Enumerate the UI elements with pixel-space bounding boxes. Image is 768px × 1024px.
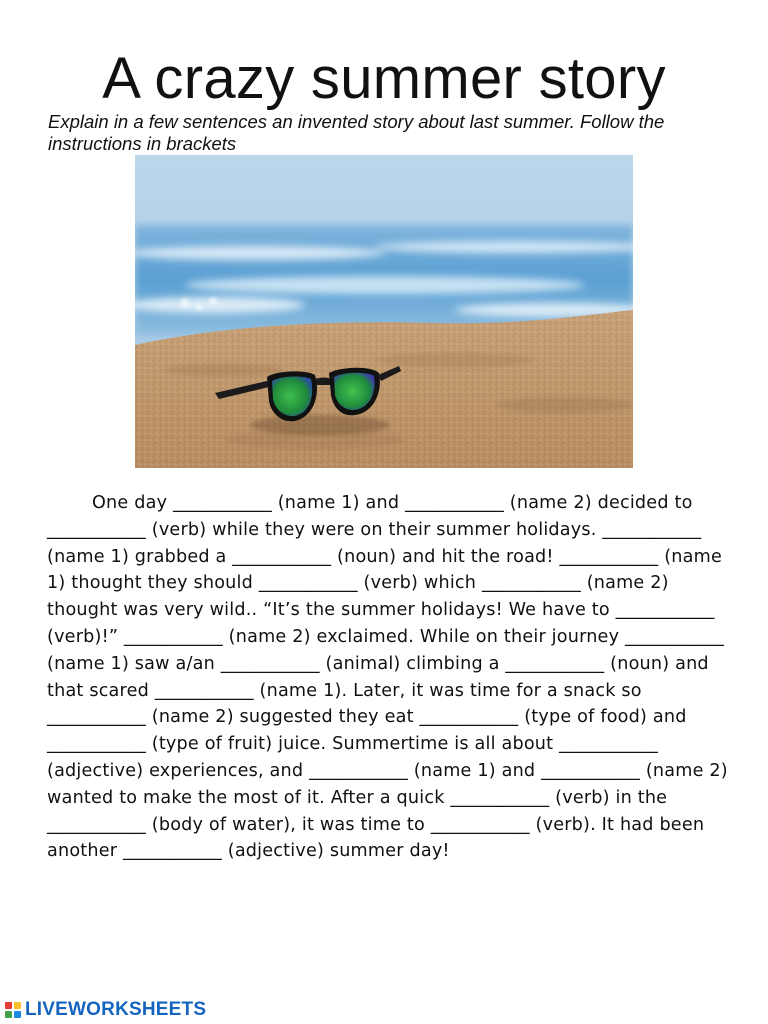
liveworksheets-logo-icon <box>4 1001 22 1019</box>
footer-brand <box>4 998 206 1022</box>
story-passage <box>47 490 737 865</box>
footer-brand-text: LIVEWORKSHEETS <box>25 999 207 1020</box>
beach-sunglasses-image <box>135 155 633 468</box>
page-title: A crazy summer story <box>102 46 666 111</box>
instructions-text: Explain in a few sentences an invented story about last summer. Follow the instructions in brackets <box>48 111 665 154</box>
story-text: One day ___________ (name 1) and ___________ (name 2) decided to ___________ (verb) while they were on their summer holidays. ___________ (name 1) grabbed a ___________ (noun) and hit the road! ___________ (name 1) thought they should ___________ (verb) which ___________ (name 2) thought was very wild.. “It’s the summer holidays! We have to ___________ (verb)!” ___________ (name 2) exclaimed. While on their journey ___________ (name 1) saw a/an ___________ (animal) climbing a ___________ (noun) and that scared ___________ (name 1). Later, it was time for a snack so ___________ (name 2) suggested they eat ___________ (type of food) and ___________ (type of fruit) juice. Summertime is all about ___________ (adjective) experiences, and ___________ (name 1) and ___________ (name 2) wanted to make the most of it. After a quick ___________ (verb) in the ___________ (body of water), it was time to ___________ (verb). It had been another ___________ (adjective) summer day! <box>47 493 728 862</box>
